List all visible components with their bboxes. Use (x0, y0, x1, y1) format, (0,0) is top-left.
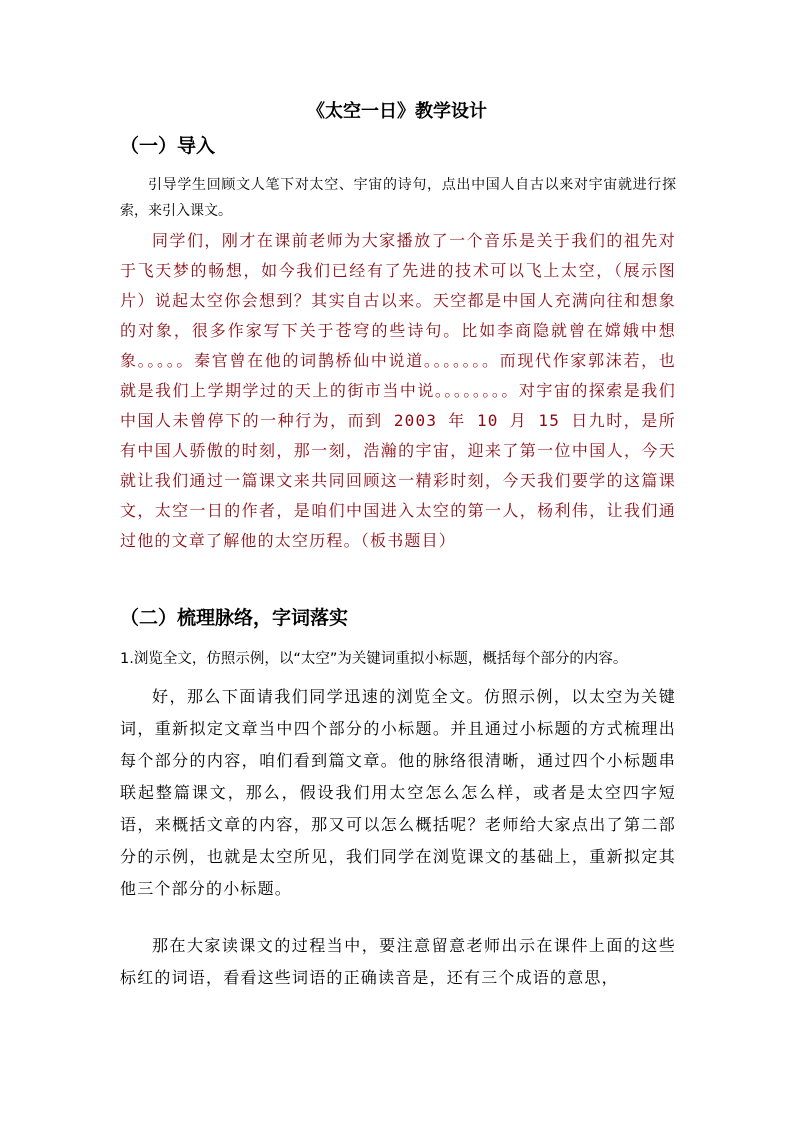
body-paragraph: 那在大家读课文的过程当中，要注意留意老师出示在课件上面的这些标红的词语，看看这些词语的正确读音是，还有三个成语的意思， (120, 936, 676, 987)
document-title: 《太空一日》教学设计 (307, 101, 487, 122)
teacher-script-paragraph: 同学们，刚才在课前老师为大家播放了一个音乐是关于我们的祖先对于飞天梦的畅想，如今我们已经有了先进的技术可以飞上太空，（展示图片）说起太空你会想到？其实自古以来。天空都是中国人充满向往和想象的对象，很多作家写下关于苍穹的些诗句。比如李商隐就曾在嫦娥中想象。。。。。秦官曾在他的词鹊桥仙中说道。。。。。。。而现代作家郭沫若，也就是我们上学期学过的天上的街市当中说。。。。。。。。对宇宙的探索是我们中国人未曾停下的一种行为，而到 2003 年 10 月 15 日九时，是所有中国人骄傲的时刻，那一刻，浩瀚的宇宙，迎来了第一位中国人，今天就让我们通过一篇课文来共同回顾这一精彩时刻，今天我们要学的这篇课文，太空一日的作者，是咱们中国进入太空的第一人，杨利伟，让我们通过他的文章了解他的太空历程。（板书题目） (120, 231, 676, 550)
section-heading-outline: （二）梳理脉络，字词落实 (120, 607, 349, 629)
section-heading-intro: （一）导入 (120, 135, 216, 157)
task-instruction: 1.浏览全文，仿照示例，以“太空”为关键词重拟小标题，概括每个部分的内容。 (120, 651, 628, 667)
intro-paragraph: 引导学生回顾文人笔下对太空、宇宙的诗句，点出中国人自古以来对宇宙就进行探索，来引入课文。 (120, 177, 676, 219)
body-paragraph: 好，那么下面请我们同学迅速的浏览全文。仿照示例，以太空为关键词，重新拟定文章当中四个部分的小标题。并且通过小标题的方式梳理出每个部分的内容，咱们看到篇文章。他的脉络很清晰，通过四个小标题串联起整篇课文，那么，假设我们用太空怎么怎么样，或者是太空四字短语，来概括文章的内容，那又可以怎么概括呢？老师给大家点出了第二部分的示例，也就是太空所见，我们同学在浏览课文的基础上，重新拟定其他三个部分的小标题。 (120, 687, 676, 898)
